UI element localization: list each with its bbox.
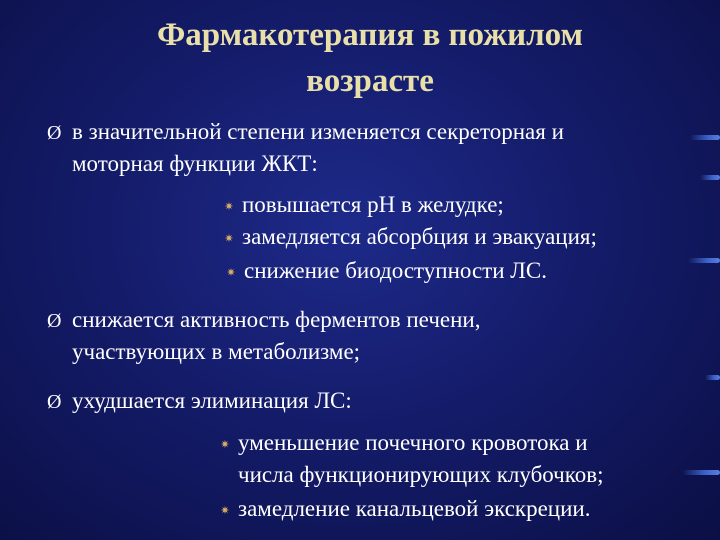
decorative-streak <box>688 258 720 263</box>
star-bullet-icon: ✷ <box>224 233 234 245</box>
decorative-streak <box>690 135 720 140</box>
title-line-1: Фармакотерапия в пожилом <box>156 17 584 53</box>
subitem-text: повышается рН в желудке; <box>242 192 504 217</box>
bullet-1-line-1: в значительной степени изменяется секреторная и <box>72 119 564 144</box>
decorative-streak <box>682 470 720 475</box>
subitem <box>218 494 590 526</box>
arrow-bullet-icon: Ø <box>47 122 62 144</box>
subitem-text: снижение биодоступности ЛС. <box>244 258 547 283</box>
title-line-2: возрасте <box>306 63 434 99</box>
subitem-text: уменьшение почечного кровотока и <box>238 430 588 455</box>
arrow-bullet-icon: Ø <box>47 310 62 332</box>
subitem <box>224 256 547 288</box>
subitem <box>222 222 597 254</box>
decorative-streak <box>700 175 720 180</box>
subitem-text: замедление канальцевой экскреции. <box>238 496 591 521</box>
star-bullet-icon: ✷ <box>220 505 230 517</box>
decorative-streak <box>705 375 720 380</box>
slide-title <box>60 12 680 104</box>
bullet-3-line-1: ухудшается элиминация ЛС: <box>72 388 352 413</box>
bullet-2-line-2: участвующих в метаболизме; <box>72 339 361 364</box>
star-bullet-icon: ✷ <box>224 201 234 213</box>
subitem-continuation <box>238 460 604 490</box>
subitem <box>218 428 588 460</box>
arrow-bullet-icon: Ø <box>47 391 62 413</box>
star-bullet-icon: ✷ <box>226 267 236 279</box>
bullet-1-line-2: моторная функции ЖКТ: <box>72 151 318 176</box>
bullet-2-line-1: снижается активность ферментов печени, <box>72 307 481 332</box>
star-bullet-icon: ✷ <box>220 439 230 451</box>
subitem-text: числа функционирующих клубочков; <box>238 462 604 487</box>
subitem-text: замедляется абсорбция и эвакуация; <box>242 224 597 249</box>
subitem <box>222 190 504 222</box>
